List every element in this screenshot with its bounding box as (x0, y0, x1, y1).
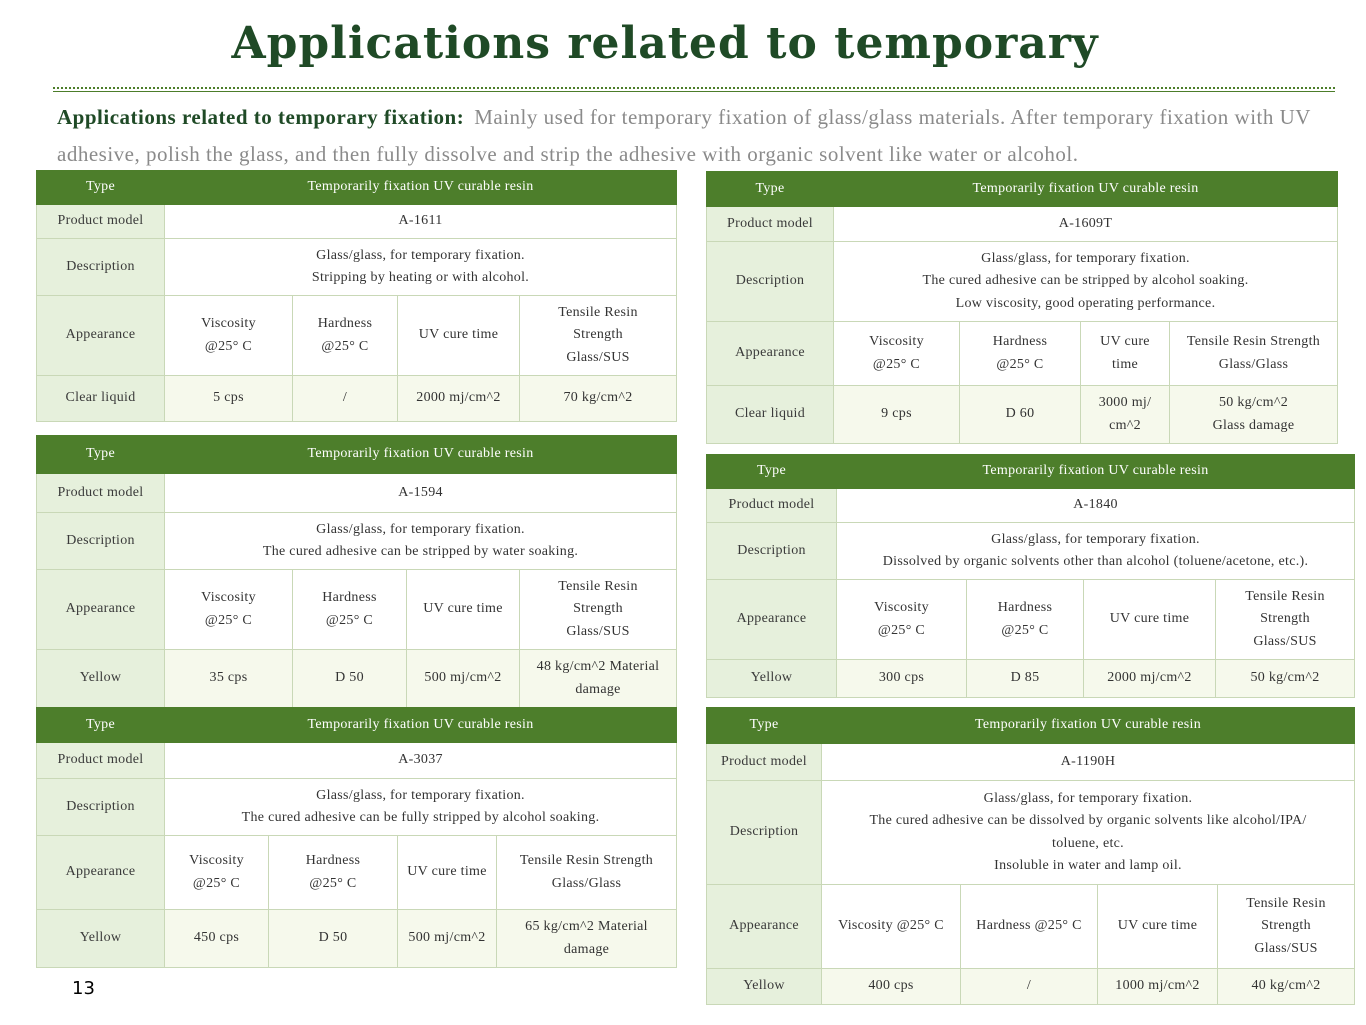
uv-cure-time-value (1081, 386, 1170, 444)
text-line: Hardness (997, 600, 1053, 615)
description-value (165, 513, 677, 570)
appearance-label: Appearance (707, 580, 837, 660)
header-tensile-strength (1170, 322, 1338, 386)
text-line: Tensile Resin (1246, 895, 1326, 911)
text-line: Tensile Resin Strength (519, 853, 654, 868)
text-line: Viscosity (874, 600, 929, 615)
viscosity-value (165, 650, 293, 708)
text-line: Strength (573, 327, 623, 343)
text-line: 500 mj/cm^2 (408, 930, 486, 946)
tensile-strength-value (1170, 386, 1338, 444)
text-line: / (1026, 978, 1032, 994)
header-tensile-strength (1218, 885, 1355, 969)
model-label: Product model (37, 474, 165, 513)
text-line: UV cure time (423, 601, 503, 617)
text-line: Glass/glass, for temporary fixation. (991, 531, 1200, 547)
viscosity-value (834, 386, 960, 444)
text-line: @25° C (192, 875, 241, 891)
text-line: @25° C (877, 622, 926, 638)
text-line: 3000 mj/ (1098, 395, 1152, 410)
text-line: D 60 (1005, 406, 1035, 422)
text-line: 1000 mj/cm^2 (1115, 978, 1200, 994)
text-line: Tensile Resin Strength (1186, 334, 1321, 349)
hardness-value (961, 969, 1098, 1005)
text-line: 500 mj/cm^2 (424, 670, 502, 686)
text-line: @25° C (325, 612, 374, 628)
spec-table-a1840 (706, 454, 1355, 698)
description-value (837, 523, 1355, 580)
text-line: 9 cps (881, 406, 912, 422)
header-tensile-strength (520, 570, 677, 650)
type-label: Type (37, 171, 165, 205)
text-line: Glass/Glass (551, 875, 622, 891)
header-hardness (961, 885, 1098, 969)
type-value: Temporarily fixation UV curable resin (165, 171, 677, 205)
model-label: Product model (37, 743, 165, 779)
text-line: The cured adhesive can be fully stripped by alcohol soaking. (241, 810, 600, 825)
text-line: / (342, 390, 348, 406)
spec-table-a1594 (36, 435, 677, 708)
text-line: Strength (573, 601, 623, 617)
spec-table-a1190h (706, 707, 1355, 1005)
text-line: Tensile Resin (558, 304, 638, 320)
intro-paragraph (57, 99, 1337, 173)
text-line: @25° C (309, 875, 357, 891)
spec-table-a1609t (706, 171, 1338, 444)
text-line: Glass/glass, for temporary fixation. (316, 521, 525, 537)
model-value: A-1594 (165, 474, 677, 513)
tensile-strength-value (497, 910, 677, 968)
text-line: Glass/glass, for temporary fixation. (983, 790, 1193, 806)
text-line: Dissolved by organic solvents other than alcohol (toluene/acetone, etc.). (882, 554, 1309, 569)
hardness-value (967, 660, 1084, 698)
text-line: 65 kg/cm^2 Material (525, 919, 648, 934)
title-divider (53, 87, 1335, 92)
text-line: 35 cps (209, 670, 248, 686)
hardness-value (293, 650, 407, 708)
type-value: Temporarily fixation UV curable resin (822, 708, 1355, 744)
text-line: 5 cps (213, 390, 244, 406)
uv-cure-time-value (1084, 660, 1216, 698)
uv-cure-time-value (398, 376, 520, 422)
description-label: Description (37, 513, 165, 570)
header-tensile-strength (497, 836, 677, 910)
text-line: Hardness @25° C (976, 918, 1082, 934)
header-viscosity (165, 296, 293, 376)
text-line: Strength (1260, 611, 1310, 627)
appearance-label: Appearance (37, 570, 165, 650)
header-viscosity (822, 885, 961, 969)
text-line: Viscosity @25° C (838, 918, 944, 934)
text-line: cm^2 (1109, 417, 1141, 433)
text-line: Hardness (992, 334, 1048, 349)
text-line: Tensile Resin (1245, 588, 1325, 604)
appearance-label: Appearance (707, 885, 822, 969)
model-value: A-1190H (822, 744, 1355, 781)
text-line: UV cure time (1109, 611, 1190, 627)
text-line: Glass damage (1212, 417, 1295, 433)
header-viscosity (834, 322, 960, 386)
text-line: The cured adhesive can be dissolved by organic solvents like alcohol/IPA/ (869, 813, 1307, 828)
appearance-value: Yellow (707, 660, 837, 698)
header-tensile-strength (520, 296, 677, 376)
page-number: 13 (72, 978, 95, 999)
text-line: @25° C (1001, 622, 1049, 638)
appearance-value: Yellow (37, 650, 165, 708)
header-tensile-strength (1216, 580, 1355, 660)
text-line: UV cure (1100, 334, 1150, 349)
intro-text: Mainly used for temporary fixation of glass/glass materials. After temporary fixation with UV adhesive, polish the glass, and then fully dissolve and strip the adhesive with organic solvent like water or alcohol. (57, 105, 1311, 166)
header-viscosity (165, 570, 293, 650)
text-line: Glass/glass, for temporary fixation. (316, 247, 525, 263)
model-value: A-1611 (165, 205, 677, 239)
text-line: damage (575, 681, 621, 697)
uv-cure-time-value (398, 910, 497, 968)
tensile-strength-value (1218, 969, 1355, 1005)
text-line: Glass/SUS (566, 349, 630, 365)
appearance-value: Yellow (707, 969, 822, 1005)
description-label: Description (37, 239, 165, 296)
text-line: 2000 mj/cm^2 (1107, 670, 1192, 686)
text-line: @25° C (204, 612, 253, 628)
text-line: Low viscosity, good operating performance. (955, 295, 1216, 311)
text-line: Strength (1261, 918, 1311, 934)
text-line: Glass/SUS (566, 623, 630, 639)
text-line: Insoluble in water and lamp oil. (994, 858, 1182, 873)
appearance-value: Clear liquid (707, 386, 834, 444)
appearance-value: Yellow (37, 910, 165, 968)
text-line: Glass/Glass (1218, 356, 1289, 372)
description-value (822, 781, 1355, 885)
text-line: Hardness (317, 316, 373, 331)
tensile-strength-value (1216, 660, 1355, 698)
uv-cure-time-value (407, 650, 520, 708)
header-uv-cure-time (398, 836, 497, 910)
text-line: Tensile Resin (558, 578, 638, 594)
tensile-strength-value (520, 650, 677, 708)
model-label: Product model (707, 744, 822, 781)
text-line: Stripping by heating or with alcohol. (311, 270, 530, 285)
text-line: The cured adhesive can be stripped by water soaking. (262, 544, 579, 559)
type-label: Type (37, 436, 165, 474)
text-line: damage (563, 941, 610, 957)
description-value (165, 779, 677, 836)
hardness-value (960, 386, 1081, 444)
tensile-strength-value (520, 376, 677, 422)
header-uv-cure-time (1081, 322, 1170, 386)
text-line: UV cure time (418, 327, 499, 343)
text-line: The cured adhesive can be stripped by alcohol soaking. (922, 273, 1249, 289)
text-line: D 50 (335, 670, 364, 686)
text-line: time (1111, 356, 1139, 372)
text-line: Viscosity (869, 334, 924, 349)
model-label: Product model (707, 489, 837, 523)
intro-lead: Applications related to temporary fixation: (57, 105, 465, 129)
viscosity-value (837, 660, 967, 698)
header-viscosity (165, 836, 269, 910)
spec-table-a1611 (36, 170, 677, 422)
model-label: Product model (37, 205, 165, 239)
type-label: Type (37, 708, 165, 743)
appearance-label: Appearance (37, 836, 165, 910)
viscosity-value (822, 969, 961, 1005)
header-uv-cure-time (407, 570, 520, 650)
text-line: 2000 mj/cm^2 (416, 390, 501, 406)
hardness-value (269, 910, 398, 968)
text-line: Glass/SUS (1253, 633, 1317, 649)
text-line: 50 kg/cm^2 (1218, 395, 1289, 410)
model-label: Product model (707, 207, 834, 242)
text-line: 450 cps (193, 930, 240, 946)
text-line: Glass/glass, for temporary fixation. (316, 787, 525, 803)
text-line: @25° C (872, 356, 921, 372)
text-line: Viscosity (189, 853, 244, 868)
type-label: Type (707, 172, 834, 207)
text-line: UV cure time (407, 864, 487, 880)
header-uv-cure-time (398, 296, 520, 376)
text-line: 40 kg/cm^2 (1251, 978, 1321, 994)
text-line: UV cure time (1117, 918, 1198, 934)
header-uv-cure-time (1098, 885, 1218, 969)
type-value: Temporarily fixation UV curable resin (837, 455, 1355, 489)
text-line: @25° C (996, 356, 1044, 372)
model-value: A-1840 (837, 489, 1355, 523)
description-value (834, 242, 1338, 322)
description-label: Description (707, 781, 822, 885)
header-uv-cure-time (1084, 580, 1216, 660)
text-line: 50 kg/cm^2 (1250, 670, 1320, 686)
text-line: 70 kg/cm^2 (563, 390, 633, 406)
text-line: Glass/glass, for temporary fixation. (981, 250, 1190, 266)
header-hardness (960, 322, 1081, 386)
text-line: Viscosity (201, 590, 256, 605)
description-label: Description (707, 523, 837, 580)
appearance-label: Appearance (37, 296, 165, 376)
text-line: 400 cps (868, 978, 914, 994)
header-hardness (967, 580, 1084, 660)
type-value: Temporarily fixation UV curable resin (165, 708, 677, 743)
type-value: Temporarily fixation UV curable resin (834, 172, 1338, 207)
text-line: Glass/SUS (1254, 940, 1318, 956)
text-line: D 85 (1010, 670, 1040, 686)
description-label: Description (37, 779, 165, 836)
text-line: Viscosity (201, 316, 256, 331)
page-title: Applications related to temporary (231, 18, 1099, 69)
type-value: Temporarily fixation UV curable resin (165, 436, 677, 474)
text-line: @25° C (321, 338, 369, 354)
header-viscosity (837, 580, 967, 660)
text-line: D 50 (318, 930, 348, 946)
model-value: A-1609T (834, 207, 1338, 242)
viscosity-value (165, 910, 269, 968)
spec-table-a3037 (36, 707, 677, 968)
type-label: Type (707, 455, 837, 489)
text-line: Hardness (322, 590, 377, 605)
hardness-value (293, 376, 398, 422)
description-value (165, 239, 677, 296)
appearance-label: Appearance (707, 322, 834, 386)
text-line: 300 cps (878, 670, 925, 686)
header-hardness (269, 836, 398, 910)
text-line: 48 kg/cm^2 Material (536, 659, 660, 674)
type-label: Type (707, 708, 822, 744)
appearance-value: Clear liquid (37, 376, 165, 422)
header-hardness (293, 296, 398, 376)
text-line: @25° C (204, 338, 253, 354)
uv-cure-time-value (1098, 969, 1218, 1005)
model-value: A-3037 (165, 743, 677, 779)
text-line: Hardness (305, 853, 361, 868)
description-label: Description (707, 242, 834, 322)
text-line: toluene, etc. (1052, 835, 1124, 851)
viscosity-value (165, 376, 293, 422)
header-hardness (293, 570, 407, 650)
